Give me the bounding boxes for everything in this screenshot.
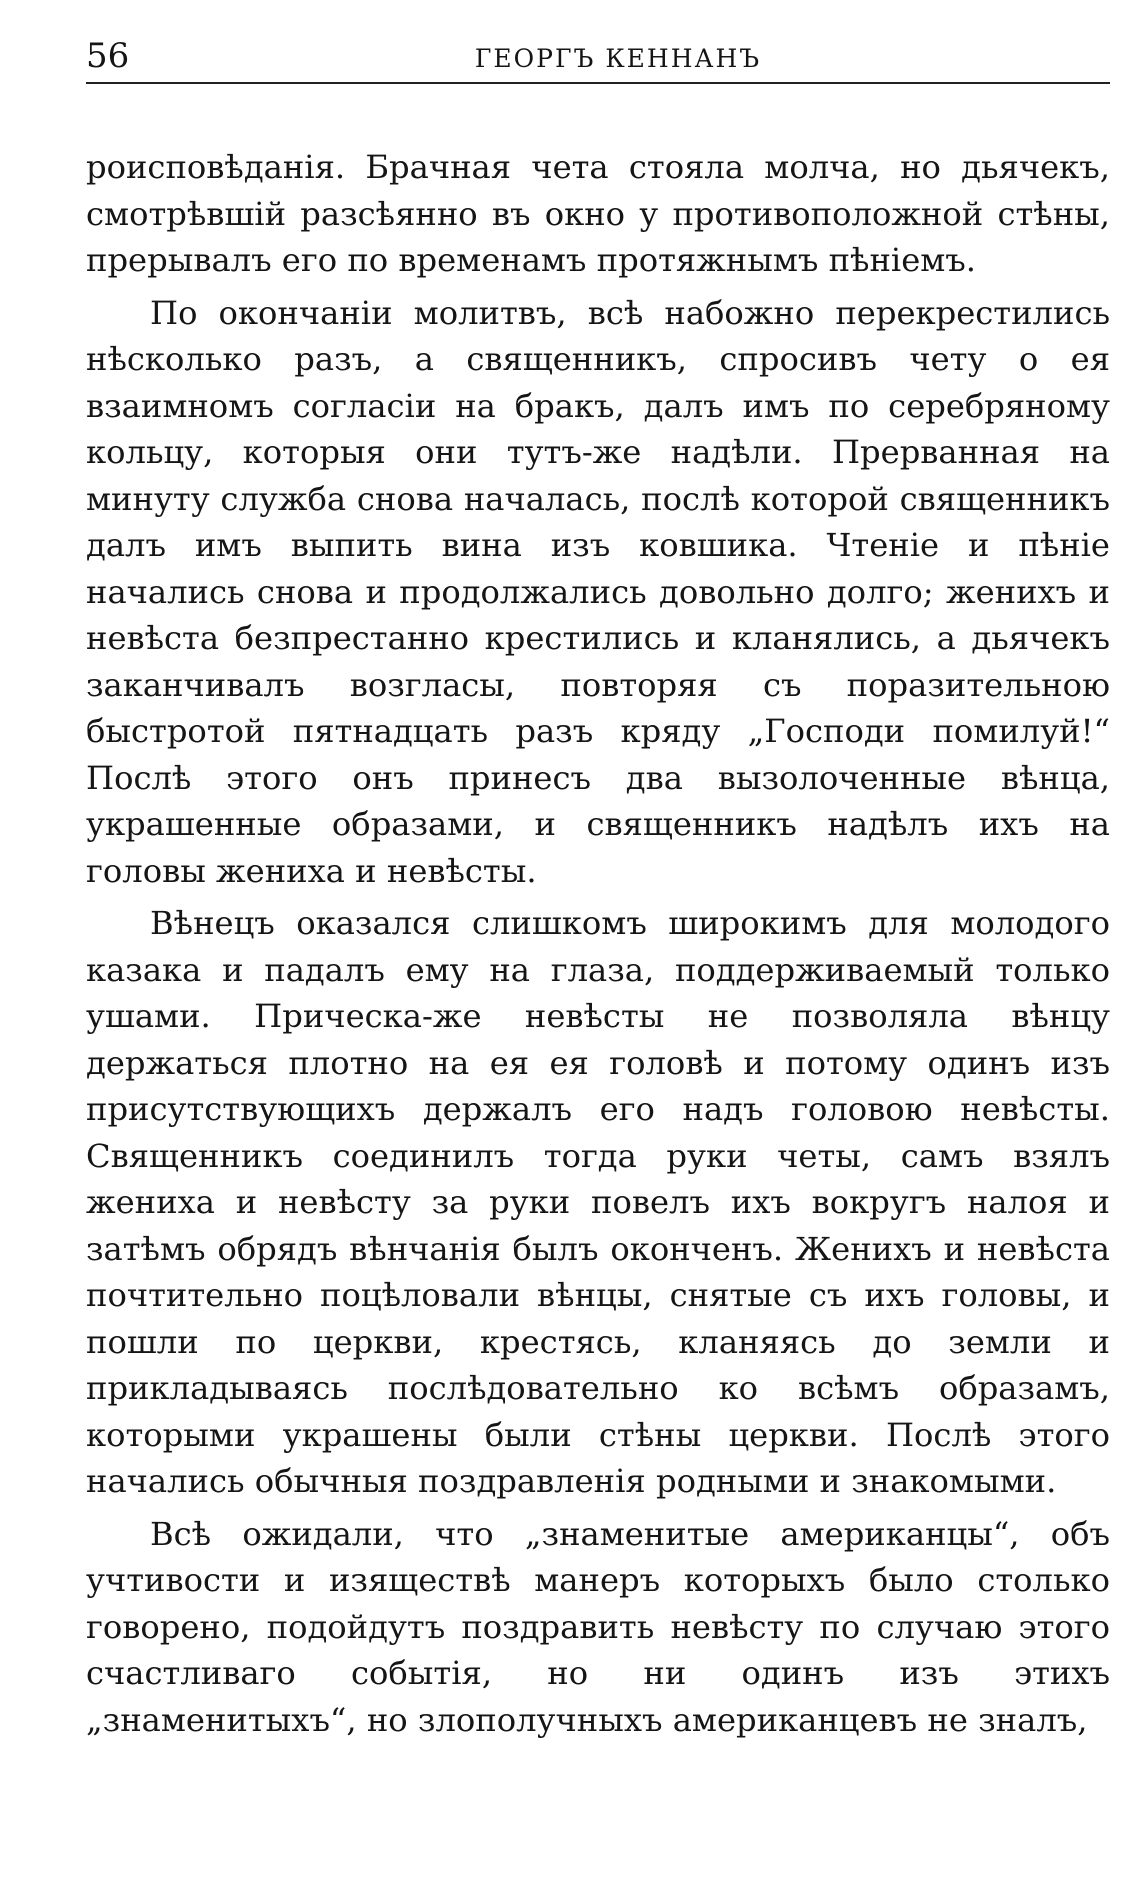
page-header: [86, 28, 1110, 84]
page-number: 56: [86, 36, 130, 76]
running-title: ГЕОРГЪ КЕННАНЪ: [474, 44, 762, 73]
paragraph-americans: Всѣ ожидали, что „знаменитые американцы“, объ учтивости и изяществѣ манеръ которыхъ было столько говорено, подойдутъ поздравить невѣсту по случаю этого счастливаго событія, но ни одинъ изъ этихъ „знаменитыхъ“, но злополучныхъ американцевъ не зналъ,: [86, 1514, 1110, 1739]
paragraph-crowns: Вѣнецъ оказался слишкомъ широкимъ для молодого казака и падалъ ему на глаза, поддерживаемый только ушами. Прическа-же невѣсты не позволяла вѣнцу держаться плотно на ея ея головѣ и потому одинъ изъ присутствующихъ держалъ его надъ головою невѣсты. Священникъ соединилъ тогда руки четы, самъ взялъ жениха и невѣсту за руки повелъ ихъ вокругъ налоя и затѣмъ обрядъ вѣнчанія былъ оконченъ. Женихъ и невѣста почтительно поцѣловали вѣнцы, снятые съ ихъ головы, и пошли по церкви, крестясь, кланяясь до земли и прикладываясь послѣдовательно ко всѣмъ образамъ, которыми украшены были стѣны церкви. Послѣ этого начались обычныя поздравленія родными и знакомыми.: [86, 904, 1110, 1500]
paragraph-prayers-rings: По окончаніи молитвъ, всѣ набожно перекрестились нѣсколько разъ, а священникъ, спросивъ чету о ея взаимномъ согласіи на бракъ, далъ имъ по серебряному кольцу, которыя они тутъ-же надѣли. Прерванная на минуту служба снова началась, послѣ которой священникъ далъ имъ выпить вина изъ ковшика. Чтеніе и пѣніе начались снова и продолжались довольно долго; женихъ и невѣста безпрестанно крестились и кланялись, а дьячекъ заканчивалъ возгласы, повторяя съ поразительною быстротой пятнадцать разъ кряду „Господи помилуй!“ Послѣ этого онъ принесъ два вызолоченные вѣнца, украшенные образами, и священникъ надѣлъ ихъ на головы жениха и невѣсты.: [86, 293, 1110, 890]
paragraph-continuation: роисповѣданія. Брачная чета стояла молча, но дьячекъ, смотрѣвшій разсѣянно въ окно у противоположной стѣны, прерывалъ его по временамъ протяжнымъ пѣніемъ.: [86, 148, 1110, 279]
header-rule: [86, 82, 1110, 84]
book-page: [86, 28, 1110, 1743]
body-text: [86, 144, 1110, 1743]
